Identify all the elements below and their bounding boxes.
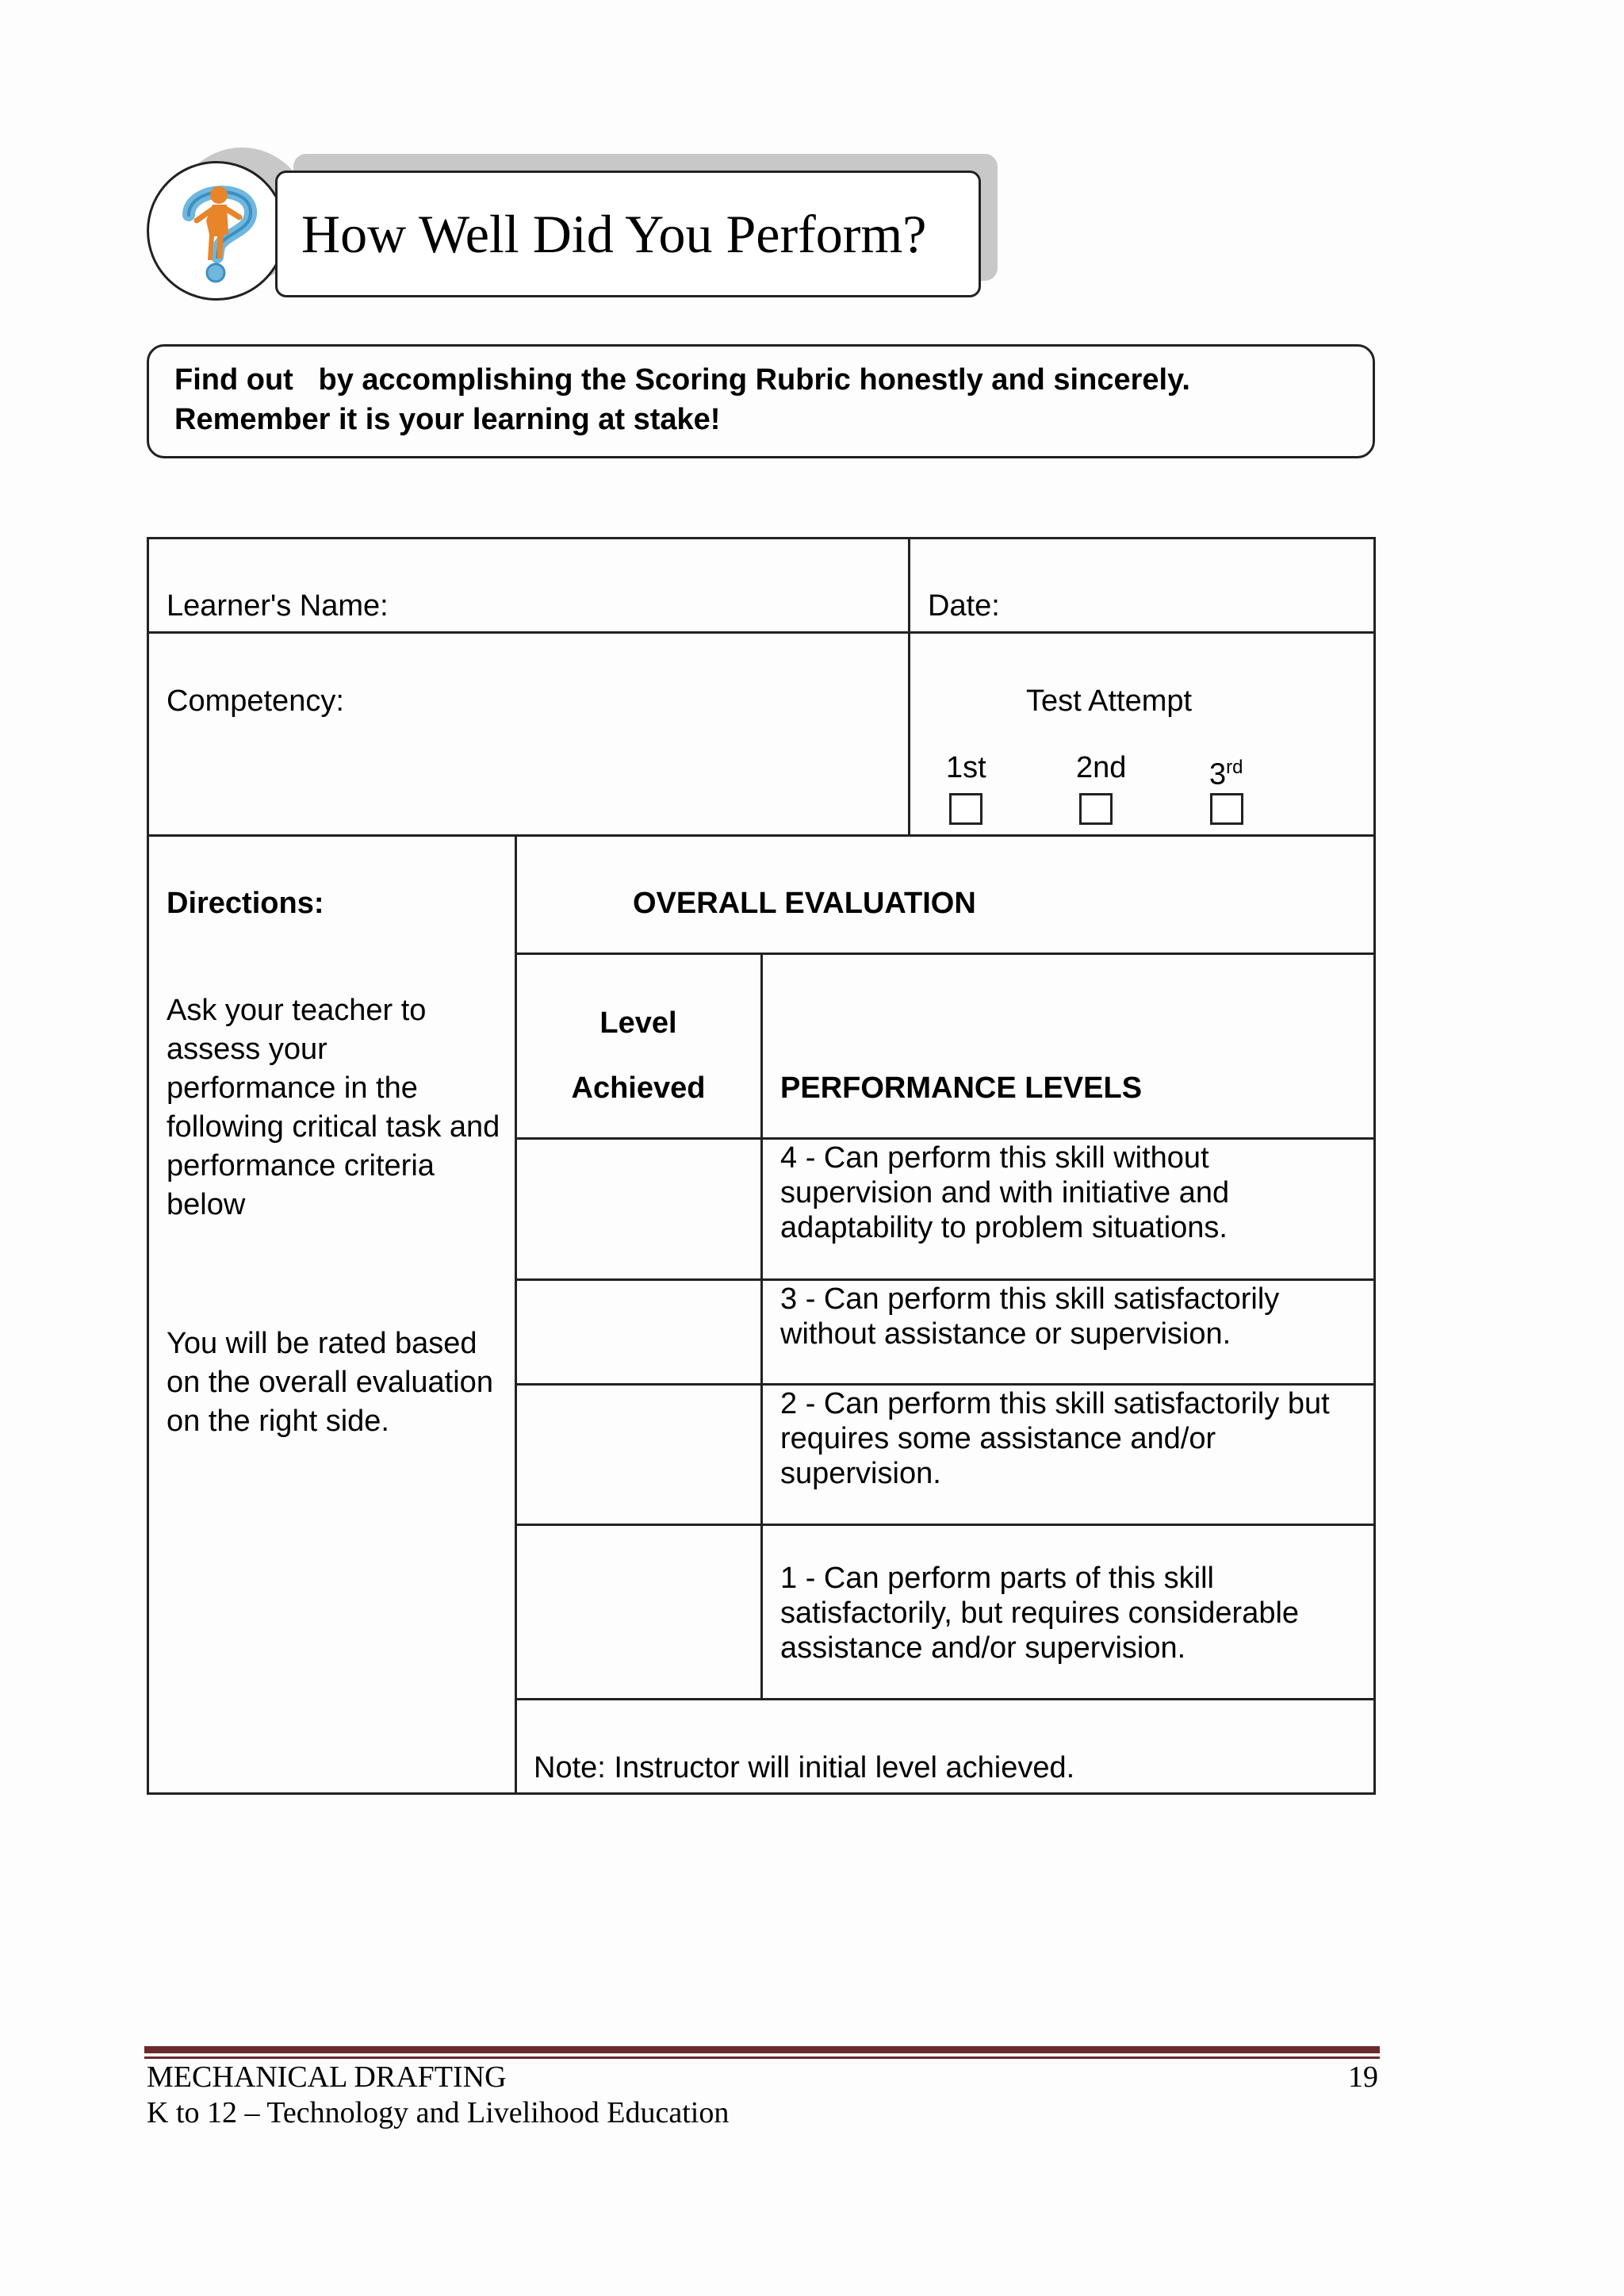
attempt-2-checkbox[interactable] bbox=[1079, 793, 1113, 825]
attempt-2-label: 2nd bbox=[1076, 751, 1127, 784]
attempt-1-checkbox[interactable] bbox=[949, 793, 982, 825]
directions-label: Directions: bbox=[167, 887, 324, 920]
table-border-left bbox=[147, 537, 149, 1795]
performance-level-3: 3 - Can perform this skill satisfactorily without assistance or supervision. bbox=[780, 1282, 1280, 1351]
page-title: How Well Did You Perform? bbox=[301, 203, 927, 264]
rating-note: You will be rated based on the overall evaluation on the right side. bbox=[167, 1327, 493, 1438]
instructor-note: Note: Instructor will initial level achieved. bbox=[534, 1751, 1075, 1784]
test-attempt-label: Test Attempt bbox=[1026, 684, 1193, 718]
performance-level-1: 1 - Can perform parts of this skill satisfactorily, but requires considerable assistance and/or supervision. bbox=[780, 1562, 1300, 1665]
attempt-3-checkbox[interactable] bbox=[1210, 793, 1243, 825]
question-mark-figure-icon bbox=[147, 161, 286, 301]
competency-label: Competency: bbox=[167, 684, 344, 718]
divider bbox=[515, 1524, 1376, 1526]
achieved-header: Achieved bbox=[571, 1071, 706, 1105]
table-border-top bbox=[147, 537, 1376, 539]
overall-evaluation-heading: OVERALL EVALUATION bbox=[633, 887, 976, 920]
divider bbox=[760, 953, 763, 1700]
divider bbox=[147, 834, 1376, 837]
date-label: Date: bbox=[928, 589, 1000, 623]
directions-text: Ask your teacher to assess your performance in the following critical task and performance criteria below bbox=[167, 994, 500, 1221]
divider bbox=[515, 1278, 1376, 1281]
divider bbox=[515, 834, 517, 1794]
table-border-bottom bbox=[147, 1792, 1376, 1795]
page-number: 19 bbox=[1348, 2060, 1378, 2094]
performance-level-2: 2 - Can perform this skill satisfactorily but requires some assistance and/or supervision. bbox=[780, 1387, 1330, 1490]
level-header: Level bbox=[599, 1006, 677, 1040]
attempt-1-label: 1st bbox=[946, 751, 986, 784]
divider bbox=[515, 1698, 1376, 1700]
divider bbox=[515, 953, 1376, 955]
footer-rule-thick bbox=[144, 2046, 1380, 2053]
table-border-right bbox=[1373, 537, 1376, 1795]
divider bbox=[147, 631, 1376, 634]
divider bbox=[515, 1383, 1376, 1386]
learner-name-label: Learner's Name: bbox=[167, 589, 389, 623]
performance-levels-header: PERFORMANCE LEVELS bbox=[780, 1071, 1143, 1105]
footer-rule-thin bbox=[144, 2056, 1380, 2059]
divider bbox=[908, 537, 910, 836]
footer-subject: MECHANICAL DRAFTING bbox=[147, 2060, 507, 2094]
intro-callout: Find out by accomplishing the Scoring Rubric honestly and sincerely. Remember it is your learning at stake! bbox=[147, 344, 1375, 458]
divider bbox=[515, 1137, 1376, 1140]
footer-program: K to 12 – Technology and Livelihood Education bbox=[147, 2096, 730, 2129]
attempt-3-label: 3rd bbox=[1209, 757, 1243, 792]
header-title-box bbox=[275, 171, 981, 297]
performance-level-4: 4 - Can perform this skill without supervision and with initiative and adaptability to problem situations. bbox=[780, 1141, 1230, 1244]
